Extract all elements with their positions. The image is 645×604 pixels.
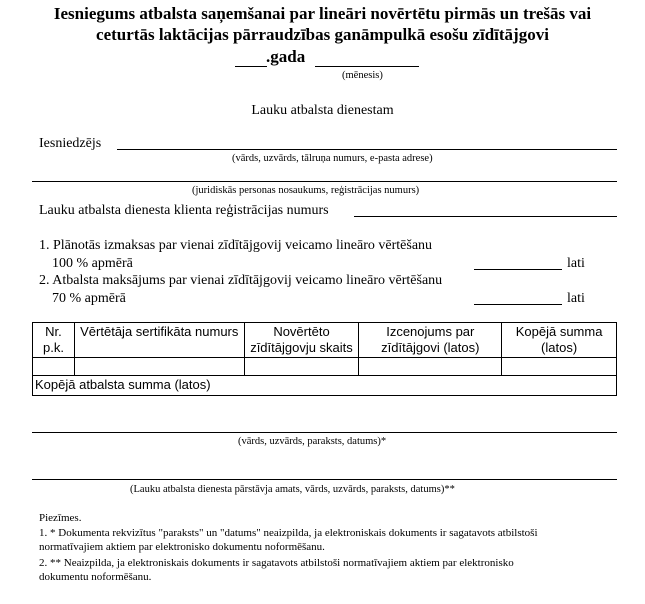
header-price: Izcenojums par zīdītājgovi (latos) — [359, 323, 502, 358]
item1-percent: 100 % apmērā — [52, 256, 133, 271]
year-field[interactable] — [235, 66, 267, 67]
notes-heading: Piezīmes. — [39, 512, 82, 524]
cell-sum[interactable] — [502, 358, 617, 376]
client-reg-field[interactable] — [354, 216, 617, 217]
client-reg-label: Lauku atbalsta dienesta klienta reģistrācijas numurs — [39, 203, 329, 218]
form-title-line2: ceturtās laktācijas pārraudzības ganāmpulkā esošu zīdītājgovi — [96, 25, 549, 44]
year-suffix: .gada — [266, 47, 306, 66]
month-field[interactable] — [315, 66, 419, 67]
cell-count[interactable] — [244, 358, 359, 376]
support-table — [32, 322, 617, 396]
item2-percent: 70 % apmērā — [52, 291, 126, 306]
header-certificate: Vērtētāja sertifikāta numurs — [74, 323, 244, 358]
note2-line2: dokumentu noformēšanu. — [39, 571, 152, 583]
applicant-label: Iesniedzējs — [39, 136, 102, 151]
item2-text: 2. Atbalsta maksājums par vienai zīdītājgovij veicamo lineāro vērtēšanu — [39, 273, 443, 288]
header-nr: Nr. p.k. — [33, 323, 75, 358]
cell-certificate[interactable] — [74, 358, 244, 376]
item2-amount-field[interactable] — [474, 304, 562, 305]
table-row — [33, 358, 617, 376]
item1-text: 1. Plānotās izmaksas par vienai zīdītājgovij veicamo lineāro vērtēšanu — [39, 238, 433, 253]
official-signature-caption: (Lauku atbalsta dienesta pārstāvja amats, vārds, uzvārds, paraksts, datums)** — [130, 484, 455, 495]
table-header-row — [33, 323, 617, 358]
applicant-signature-field[interactable] — [32, 432, 617, 433]
item2-unit: lati — [567, 291, 585, 306]
note1-line2: normatīvajiem aktiem par elektronisko dokumentu noformēšanu. — [39, 541, 325, 553]
recipient-text: Lauku atbalsta dienestam — [251, 103, 394, 118]
item1-unit: lati — [567, 256, 585, 271]
applicant-legal-field[interactable] — [32, 181, 617, 182]
form-title-line1: Iesniegums atbalsta saņemšanai par lineāri novērtētu pirmās un trešās vai — [53, 4, 592, 23]
table-total-row — [33, 376, 617, 396]
total-label: Kopējā atbalsta summa (latos) — [33, 376, 617, 396]
applicant-signature-caption: (vārds, uzvārds, paraksts, datums)* — [238, 436, 387, 447]
item1-amount-field[interactable] — [474, 269, 562, 270]
note1-line1: 1. * Dokumenta rekvizītus "paraksts" un "datums" neaizpilda, ja elektroniskais dokuments ir sagatavots atbilstoši — [39, 527, 538, 539]
cell-price[interactable] — [359, 358, 502, 376]
official-signature-field[interactable] — [32, 479, 617, 480]
cell-nr[interactable] — [33, 358, 75, 376]
note2-line1: 2. ** Neaizpilda, ja elektroniskais dokuments ir sagatavots atbilstoši normatīvajiem aktiem par elektronisko — [39, 557, 514, 569]
applicant-person-field[interactable] — [117, 149, 617, 150]
header-count: Novērtēto zīdītājgovju skaits — [244, 323, 359, 358]
header-sum: Kopējā summa (latos) — [502, 323, 617, 358]
applicant-person-caption: (vārds, uzvārds, tālruņa numurs, e-pasta adrese) — [232, 153, 433, 164]
month-caption: (mēnesis) — [342, 70, 383, 81]
applicant-legal-caption: (juridiskās personas nosaukums, reģistrācijas numurs) — [192, 185, 420, 196]
